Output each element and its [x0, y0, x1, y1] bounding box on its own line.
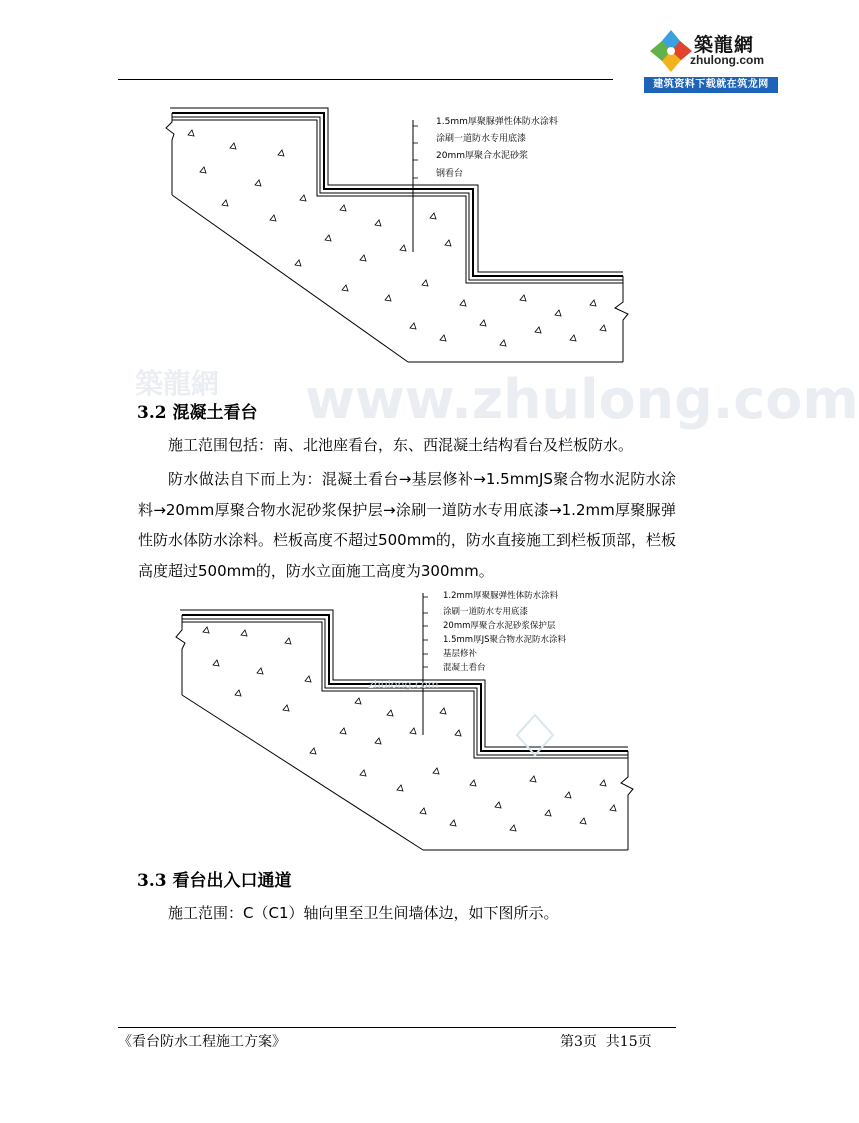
logo-pinwheel-icon	[648, 28, 694, 74]
section-3-3-scope: 施工范围：C（C1）轴向里至卫生间墙体边，如下图所示。	[168, 904, 559, 922]
fig1-label-2: 20mm厚聚合水泥砂浆	[436, 151, 528, 161]
fig1-label-3: 钢看台	[436, 169, 464, 179]
fig2-label-4: 基层修补	[443, 649, 478, 659]
watermark-small-url: zhulong.com	[368, 678, 439, 691]
logo-url: zhulong.com	[690, 53, 764, 67]
watermark-logo-text: 築龍網	[135, 367, 220, 400]
fig2-label-0: 1.2mm厚聚脲弹性体防水涂料	[443, 591, 559, 601]
footer-rule	[118, 1027, 676, 1028]
fig2-label-1: 涂刷一道防水专用底漆	[443, 607, 529, 617]
watermark-url: www.zhulong.com	[305, 368, 859, 431]
figure-steel-stand-section	[160, 100, 640, 375]
section-3-2-heading: 3.2 混凝土看台	[137, 403, 258, 423]
logo-name: 築龍網	[694, 34, 755, 56]
footer-page-info: 第3页 共15页	[560, 1034, 652, 1050]
fig1-label-0: 1.5mm厚聚脲弹性体防水涂料	[436, 117, 558, 127]
logo-slogan: 建筑资料下载就在筑龙网	[644, 77, 778, 93]
fig2-label-5: 混凝土看台	[443, 663, 486, 673]
figure-concrete-stand-section	[165, 585, 645, 855]
footer-doc-title: 《看台防水工程施工方案》	[118, 1034, 286, 1050]
fig2-label-2: 20mm厚聚合水泥砂浆保护层	[443, 621, 556, 631]
section-3-2-scope: 施工范围包括：南、北池座看台，东、西混凝土结构看台及栏板防水。	[168, 436, 634, 454]
fig2-label-3: 1.5mm厚JS聚合物水泥防水涂料	[443, 635, 566, 645]
section-3-3-heading: 3.3 看台出入口通道	[137, 871, 292, 891]
header-rule	[118, 79, 613, 80]
section-3-2-method: 防水做法自下而上为：混凝土看台→基层修补→1.5mmJS聚合物水泥防水涂料→20mm厚聚合物水泥砂浆保护层→涂刷一道防水专用底漆→1.2mm厚聚脲弹性防水体防水涂料。栏板高度不超过500mm的，防水直接施工到栏板顶部，栏板高度超过500mm的，防水立面施工高度为300mm。	[138, 470, 676, 580]
fig1-label-1: 涂刷一道防水专用底漆	[436, 134, 527, 144]
